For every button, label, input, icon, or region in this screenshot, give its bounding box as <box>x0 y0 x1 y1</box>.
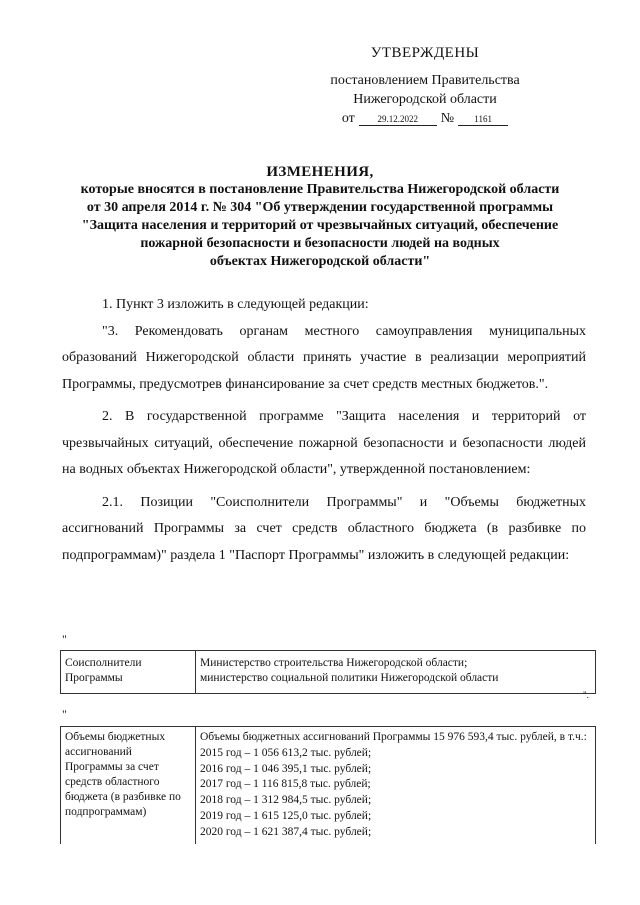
budget-table <box>60 726 596 844</box>
title-heading: ИЗМЕНЕНИЯ, <box>266 164 374 180</box>
document-title <box>40 163 600 271</box>
approval-block <box>300 44 550 128</box>
title-line-5: объектах Нижегородской области" <box>209 254 431 269</box>
approval-date-row <box>300 109 550 128</box>
close-quote-1: ". <box>583 690 589 700</box>
table-row <box>61 727 596 844</box>
paragraph-1: 1. Пункт 3 изложить в следующей редакции: <box>102 297 369 312</box>
co-executors-table <box>60 650 596 694</box>
budget-year-2020: 2020 год – 1 621 387,4 тыс. рублей; <box>200 825 372 838</box>
from-label: от <box>341 111 355 126</box>
table-row <box>61 651 596 694</box>
co-executor-2: министерство социальной политики Нижегородской области <box>200 672 499 684</box>
approval-number: 1161 <box>458 113 508 126</box>
budget-year-2015: 2015 год – 1 056 613,2 тыс. рублей; <box>200 746 372 759</box>
budget-intro: Объемы бюджетных ассигнований Программы 15 976 593,4 тыс. рублей, в т.ч.: <box>200 731 587 743</box>
approval-line-1: постановлением Правительства <box>330 73 520 88</box>
co-executors-values <box>196 651 596 694</box>
approval-title: УТВЕРЖДЕНЫ <box>370 45 480 61</box>
number-label: № <box>440 111 455 126</box>
paragraph-4: 2.1. Позиции "Соисполнители Программы" и "Объемы бюджетных ассигнований Программы за счет средств областного бюджета (в разбивке по подпрограммам)" раздела 1 "Паспорт Программы" изложить в следующей редакции: <box>62 494 586 563</box>
budget-year-2018: 2018 год – 1 312 984,5 тыс. рублей; <box>200 794 372 807</box>
co-executors-label: Соисполнители Программы <box>61 651 196 694</box>
budget-year-2019: 2019 год – 1 615 125,0 тыс. рублей; <box>200 809 372 822</box>
paragraph-3: 2. В государственной программе "Защита населения и территорий от чрезвычайных ситуаций, обеспечение пожарной безопасности и безопасности людей на водных объектах Нижегородской области", утвержденной постановлением: <box>62 409 586 477</box>
approval-line-2: Нижегородской области <box>353 92 497 107</box>
approval-date: 29.12.2022 <box>359 113 437 126</box>
co-executor-1: Министерство строительства Нижегородской области; <box>200 657 468 669</box>
open-quote-2: " <box>62 707 67 721</box>
paragraph-2: "3. Рекомендовать органам местного самоуправления муниципальных образований Нижегородской области принять участие в реализации мероприятий Программы, предусмотрев финансирование за счет средств местных бюджетов.". <box>62 323 586 392</box>
title-line-3: "Защита населения и территорий от чрезвычайных ситуаций, обеспечение <box>81 218 559 233</box>
document-body <box>62 292 586 569</box>
title-line-4: пожарной безопасности и безопасности людей на водных <box>140 236 500 251</box>
title-line-2: от 30 апреля 2014 г. № 304 "Об утверждении государственной программы <box>86 200 554 215</box>
budget-label: Объемы бюджетных ассигнований Программы за счет средств областного бюджета (в разбивке по подпрограммам) <box>61 727 196 844</box>
budget-year-2016: 2016 год – 1 046 395,1 тыс. рублей; <box>200 762 372 775</box>
title-line-1: которые вносятся в постановление Правительства Нижегородской области <box>80 182 560 197</box>
budget-year-2017: 2017 год – 1 116 815,8 тыс. рублей; <box>200 778 371 791</box>
budget-values <box>196 727 596 844</box>
open-quote-1: " <box>62 632 67 646</box>
